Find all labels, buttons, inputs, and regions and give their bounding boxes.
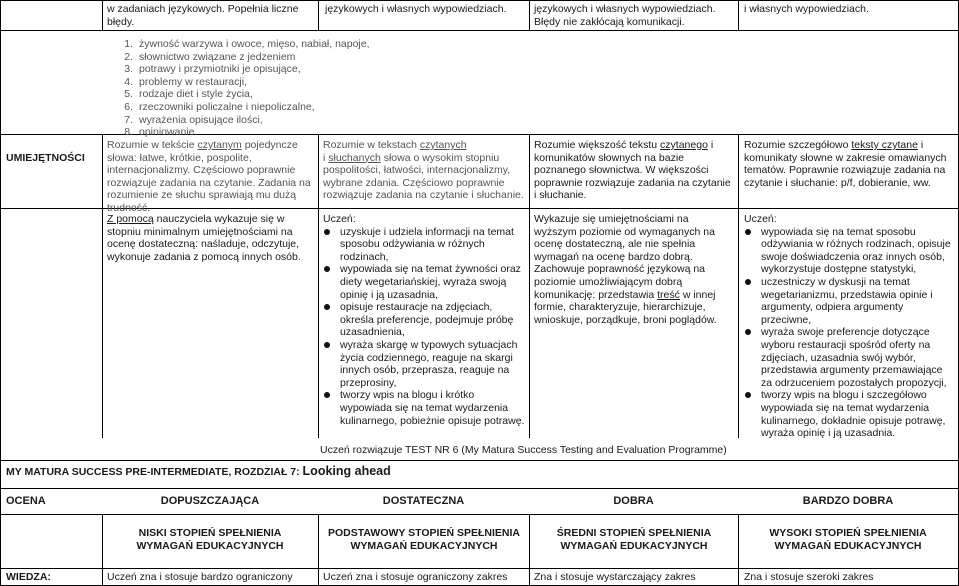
list-item: tworzy wpis na blogu i szczegółowo wypowiada się na temat wydarzenia kulinarnego, dokładnie opisuje potrawę, wyraża opinię i ją uzasadnia. [744,389,956,439]
list-item: 1. żywność warzywa i owoce, mięso, nabiał, napoje, [124,38,370,50]
list-item: 4. problemy w restauracji, [124,75,247,88]
level-wysoki: WYSOKI STOPIEŃ SPEŁNIENIA WYMAGAŃ EDUKACYJNYCH [769,527,927,552]
list-item: uczestniczy w dyskusji na temat wegetarianizmu, przedstawia opinie i argumenty, odpiera argumenty przeciwne, [744,276,956,326]
speaking-cell-3: Wykazuje się umiejętnościami na wyższym poziomie od wymaganych na ocenę dostateczną, ale nie spełnia wymagań na ocenę bardzo dobrą. Zachowuje poprawność językową na poziomie umożliwiającym dobrą komunikację: przedstawia treść w innej formie, charakteryzuje, hierarchizuje, wnioskuje, porządkuje, broni poglądów. [534,213,717,326]
speaking-cell-2 [323,213,525,427]
grade-bardzo-dobra: BARDZO DOBRA [802,495,894,507]
knowledge-cell-1: Uczeń zna i stosuje bardzo ograniczony [107,571,293,583]
list-item: wyraża skargę w typowych sytuacjach życia codziennego, reaguje na skargi innych osób, przeprasza, reaguje na przeprosiny, [323,339,525,389]
top-cell-4 [534,3,716,28]
speaking-cell-4 [744,213,956,440]
grade-label: OCENA [6,495,46,507]
test-line: Uczeń rozwiązuje TEST NR 6 (My Matura Success Testing and Evaluation Programme) [320,444,727,456]
skills-label: UMIEJĘTNOŚCI [6,152,85,164]
list-item: 8. opiniowanie. [124,126,198,139]
skills-cell-1: Rozumie w tekście czytanym pojedyncze słowa: łatwe, krótkie, pospolite, internacjonalizmy. Częściowo poprawnie rozwiązuje zadania na czytanie. Zadania na rozumienie ze słuchu sprawiają mu dużą trudność. [107,139,311,214]
list-item: tworzy wpis na blogu i krótko wypowiada się na temat wydarzenia kulinarnego, pobieżnie opisuje potrawę. [323,389,525,427]
list-item: wyraża swoje preferencje dotyczące wyboru restauracji spośród oferty na zdjęciach, uzasadnia swój wybór, przedstawia argumenty przemawiające za odrzuceniem pozostałych propozycji, [744,326,956,389]
speaking-cell-2-intro: Uczeń: [323,213,356,225]
skills-cell-2: Rozumie w tekstach czytanych i słuchanych słowa o wysokim stopniu pospolitości, łatwości, internacjonalizmy, wybrane zdania. Częściowo poprawnie rozwiązuje zadania na czytanie i słuchanie. [323,139,524,202]
list-item: uzyskuje i udziela informacji na temat sposobu odżywiania w różnych rodzinach, [323,226,525,264]
top-cell-4-line-2: Błędy nie zakłócają komunikacji. [534,15,685,28]
list-item: 5. rodzaje diet i style życia, [124,88,253,101]
skills-cell-3: Rozumie większość tekstu czytanego i komunikatów słownych na bazie poznanego słownictwa. W większości poprawnie rozwiązuje zadania na czytanie i słuchanie. [534,139,731,202]
grade-dostateczna: DOSTATECZNA [382,495,465,507]
knowledge-cell-4: Zna i stosuje szeroki zakres [744,571,874,583]
top-cell-1: w zadaniach językowych. Popełnia liczne błędy. [107,3,299,28]
level-podstawowy: PODSTAWOWY STOPIEŃ SPEŁNIENIA WYMAGAŃ EDUKACYJNYCH [328,527,520,552]
grade-dopuszczajaca: DOPUSZCZAJĄCA [160,495,260,507]
knowledge-cell-3: Zna i stosuje wystarczający zakres [534,571,696,583]
list-item: wypowiada się na temat żywności oraz diety wegetariańskiej, wyraża swoją opinię i ją uzasadnia, [323,263,525,301]
grade-dobra: DOBRA [613,495,654,507]
list-item: wypowiada się na temat sposobu odżywiania w różnych rodzinach, opisuje swoje doświadczenia oraz innych osób, wykorzystuje dostępne statystyki, [744,226,956,276]
list-item: 2. słownictwo związane z jedzeniem [124,50,296,63]
knowledge-label: WIEDZA: [6,571,51,583]
speaking-cell-1: Z pomocą nauczyciela wykazuje się w stopniu minimalnym umiejętnościami na ocenę dostateczną: naśladuje, odczytuje, wykonuje zadania z pomocą innych osób. [107,213,301,263]
list-item: 6. rzeczowniki policzalne i niepoliczalne, [124,100,315,113]
skills-cell-4: Rozumie szczegółowo teksty czytane i komunikaty słowne w zakresie omawianych tematów. Poprawnie rozwiązuje zadania na czytanie i słuchanie: p/f, dobieranie, ww. [744,139,947,189]
vocabulary-list [117,38,370,139]
knowledge-cell-2: Uczeń zna i stosuje ograniczony zakres [323,571,508,583]
top-cell-2: językowych i własnych wypowiedziach. [325,3,507,15]
level-sredni: ŚREDNI STOPIEŃ SPEŁNIENIA WYMAGAŃ EDUKACYJNYCH [556,527,712,552]
speaking-cell-4-intro: Uczeń: [744,213,777,225]
list-item: 3. potrawy i przymiotniki je opisujące, [124,63,301,76]
level-niski: NISKI STOPIEŃ SPEŁNIENIA WYMAGAŃ EDUKACYJNYCH [136,527,284,552]
top-cell-5: i własnych wypowiedziach. [744,3,869,15]
top-cell-4-line-1: językowych i własnych wypowiedziach. [534,3,716,15]
list-item: opisuje restauracje na zdjęciach, określa preferencje, podejmuje próbę uzasadnienia, [323,301,525,339]
page-title: MY MATURA SUCCESS PRE-INTERMEDIATE, ROZDZIAŁ 7: Looking ahead [6,464,391,478]
list-item: 7. wyrażenia opisujące ilości, [124,113,263,126]
